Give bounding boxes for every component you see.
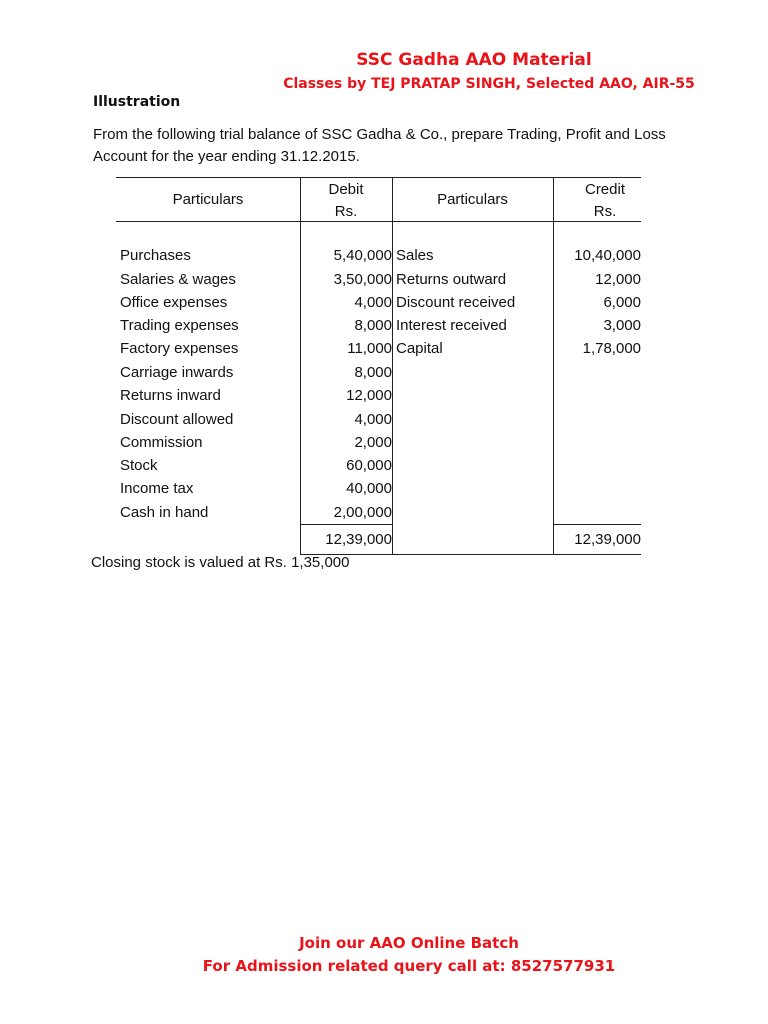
header-bottom-rule [116,221,641,222]
debit-column-right-border [392,177,393,554]
debit-item: Stock [120,457,158,474]
section-heading: Illustration [93,94,181,110]
table-bottom-rule [300,554,641,555]
credit-total: 12,39,000 [574,531,641,548]
debit-amount: 8,000 [354,364,392,381]
credit-column-left-border [553,177,554,554]
credit-item: Returns outward [396,271,507,288]
debit-item: Carriage inwards [120,364,234,381]
debit-amount: 3,50,000 [333,271,392,288]
header-credit: Credit [584,181,625,198]
debit-amount: 11,000 [347,340,392,357]
credit-amount: 6,000 [603,294,641,311]
footer-contact: For Admission related query call at: 8527577931 [202,957,616,975]
debit-item: Returns inward [120,387,221,404]
debit-item: Purchases [120,247,191,264]
debit-amount: 4,000 [354,294,392,311]
debit-item: Factory expenses [120,340,239,357]
intro-paragraph: From the following trial balance of SSC Gadha & Co., prepare Trading, Profit and Loss Account for the year ending 31.12.2015. [93,126,666,165]
header-particulars-right: Particulars [437,191,508,208]
total-top-rule-credit [553,524,641,525]
header-particulars-left: Particulars [172,191,244,208]
debit-item: Income tax [120,480,194,497]
debit-amount: 2,00,000 [333,504,392,521]
debit-item: Office expenses [120,294,228,311]
header-debit: Debit [328,181,364,198]
debit-item: Salaries & wages [120,271,236,288]
document-subtitle: Classes by TEJ PRATAP SINGH, Selected AAO, AIR-55 [283,76,695,92]
debit-amount: 60,000 [346,457,392,474]
debit-amount: 4,000 [354,411,392,428]
credit-item: Interest received [396,317,507,334]
debit-amount: 12,000 [346,387,392,404]
credit-amount: 10,40,000 [574,247,641,264]
table-top-rule [116,177,641,178]
debit-amount: 5,40,000 [333,247,392,264]
credit-item: Capital [396,340,443,357]
debit-item: Commission [120,434,203,451]
credit-item: Sales [396,247,434,264]
header-debit-unit: Rs. [334,203,358,220]
footer-batch-promo: Join our AAO Online Batch [299,934,519,952]
credit-amount: 12,000 [595,271,641,288]
debit-item: Cash in hand [120,504,209,521]
credit-amount: 1,78,000 [582,340,641,357]
header-credit-unit: Rs. [593,203,617,220]
debit-amount: 40,000 [346,480,392,497]
debit-amount: 2,000 [354,434,392,451]
document-title: SSC Gadha AAO Material [356,50,592,70]
credit-amount: 3,000 [603,317,641,334]
debit-item: Trading expenses [120,317,239,334]
debit-total: 12,39,000 [325,531,392,548]
total-top-rule-debit [300,524,392,525]
closing-stock-note: Closing stock is valued at Rs. 1,35,000 [91,554,350,571]
credit-item: Discount received [396,294,516,311]
debit-item: Discount allowed [120,411,234,428]
debit-amount: 8,000 [354,317,392,334]
